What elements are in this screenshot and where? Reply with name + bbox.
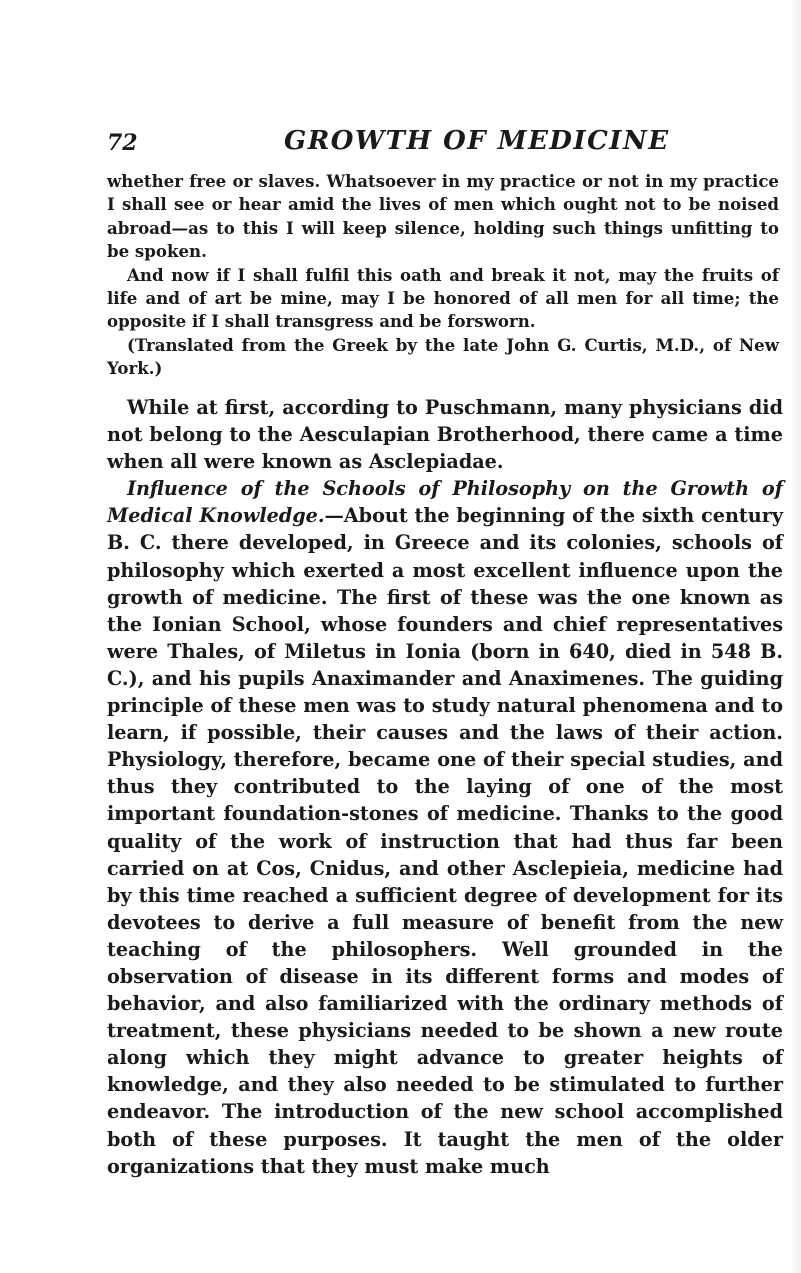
running-title: GROWTH OF MEDICINE	[284, 126, 670, 156]
body-paragraph: While at first, according to Puschmann, many physicians did not belong to the Aesculapian Brotherhood, there came a time when all were known as Asclepiadae.	[107, 396, 783, 474]
page-edge-shadow	[791, 0, 801, 1273]
section-heading: Influence of the Schools of Philosophy on the Growth of Medical Knowledge.	[107, 477, 783, 528]
page-number: 72	[107, 130, 138, 156]
oath-paragraph: And now if I shall fulfil this oath and break it not, may the fruits of life and of art be mine, may I be honored of all men for all time; the opposite if I shall transgress and be forsworn.	[107, 264, 779, 332]
page-header	[107, 126, 707, 166]
oath-paragraph: whether free or slaves. Whatsoever in my practice or not in my practice I shall see or hear amid the lives of men which ought not to be noised abroad—as to this I will keep silence, holding such things unfitting to be spoken.	[107, 171, 779, 262]
main-text	[107, 394, 783, 1180]
body-paragraph-text: —About the beginning of the sixth century B. C. there developed, in Greece and its colonies, schools of philosophy which exerted a most excellent influence upon the growth of medicine. The first of these was the one known as the Ionian School, whose founders and chief representatives were Thales, of Miletus in Ionia (born in 640, died in 548 B. C.), and his pupils Anaximander and Anaximenes. The guiding principle of these men was to study natural phenomena and to learn, if possible, their causes and the laws of their action. Physiology, therefore, became one of their special studies, and thus they contributed to the laying of one of the most important foundation-stones of medicine. Thanks to the good quality of the work of instruction that had thus far been carried on at Cos, Cnidus, and other Asclepieia, medicine had by this time reached a sufficient degree of development for its devotees to derive a full measure of benefit from the new teaching of the philosophers. Well grounded in the observation of disease in its different forms and modes of behavior, and also familiarized with the ordinary methods of treatment, these physicians needed to be shown a new route along which they might advance to greater heights of knowledge, and they also needed to be stimulated to further endeavor. The introduction of the new school accomplished both of these purposes. It taught the men of the older organizations that they must make much	[107, 504, 784, 1178]
translation-note: (Translated from the Greek by the late John G. Curtis, M.D., of New York.)	[107, 334, 779, 379]
oath-quotation	[107, 170, 779, 381]
body-paragraph	[107, 475, 783, 1179]
